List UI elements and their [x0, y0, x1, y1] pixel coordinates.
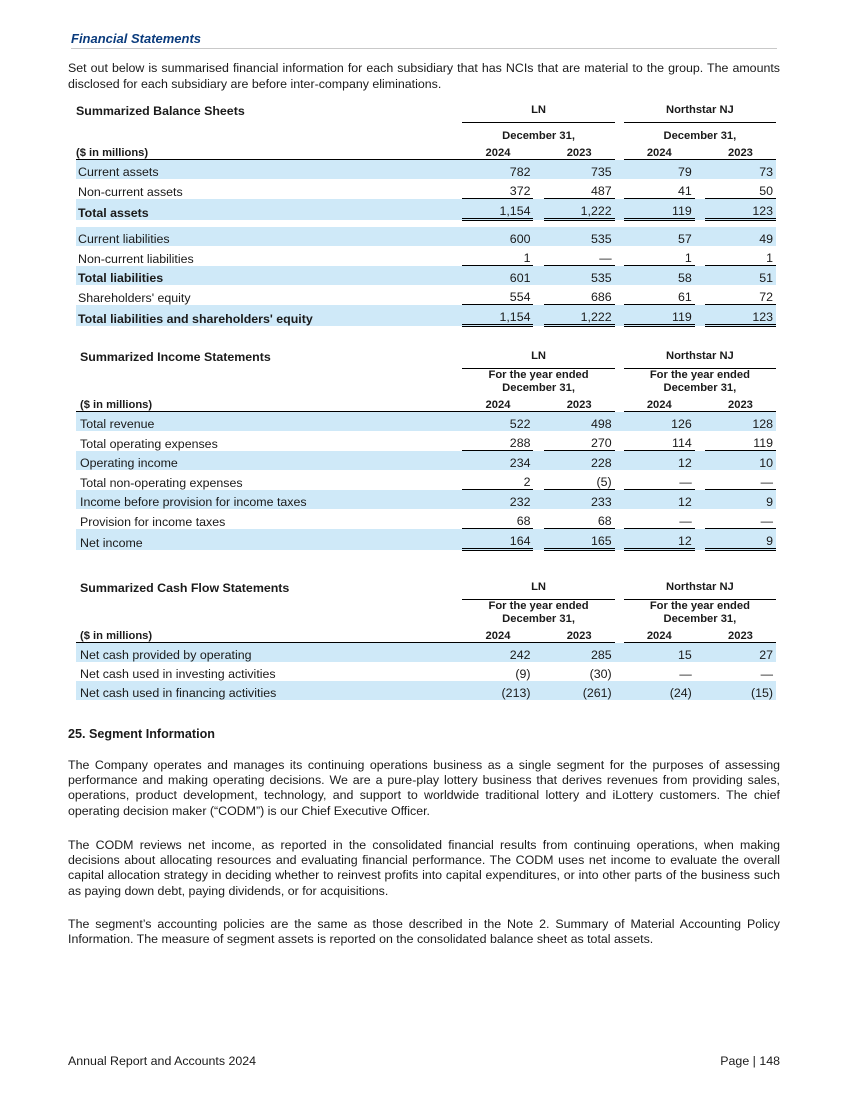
row-label: Income before provision for income taxes — [76, 490, 462, 510]
table-row — [76, 227, 776, 246]
year-header: 2024 — [624, 625, 695, 643]
table-row — [76, 266, 776, 286]
cell-value: 128 — [705, 412, 776, 432]
segment-paragraph-2: The CODM reviews net income, as reported in the consolidated financial results from continuing operations, when making decisions about allocating resources and evaluating financial performance. The CODM uses net income to evaluate the overall capital allocation strategy in deciding whether to reinvest profits into capital expenditures, or into other parts of the business such as paying down debt, paying dividends, or for acquisitions. — [68, 838, 780, 898]
cell-value: 228 — [544, 451, 615, 471]
cell-value: 535 — [544, 266, 615, 286]
cell-value: (213) — [462, 681, 533, 700]
cell-value: 2 — [462, 470, 533, 490]
cell-value: 114 — [624, 431, 695, 451]
cell-value: 49 — [705, 227, 776, 246]
intro-paragraph: Set out below is summarised financial information for each subsidiary that has NCIs that are material to the group. The amounts disclosed for each subsidiary are before inter-company eliminations. — [68, 61, 780, 91]
group-header-ln: LN — [462, 350, 614, 369]
period-header-northstar: For the year ended December 31, — [649, 369, 750, 394]
cell-value: 233 — [544, 490, 615, 510]
table-row — [76, 412, 776, 432]
cell-value: (24) — [624, 681, 695, 700]
cell-value: 58 — [624, 266, 695, 286]
year-header: 2023 — [544, 394, 615, 412]
row-label: Provision for income taxes — [80, 514, 226, 529]
unit-label: ($ in millions) — [76, 394, 462, 412]
table-title: Summarized Cash Flow Statements — [80, 581, 290, 595]
year-header: 2024 — [462, 394, 533, 412]
cell-value: 12 — [624, 490, 695, 510]
row-label: Total liabilities — [76, 266, 462, 286]
cell-value: 782 — [462, 160, 533, 180]
cell-value: — — [624, 470, 695, 490]
table-row — [76, 662, 776, 681]
cell-value: 535 — [544, 227, 615, 246]
cell-value: 57 — [624, 227, 695, 246]
cell-value: (261) — [544, 681, 615, 700]
table-title: Summarized Income Statements — [80, 350, 271, 364]
year-header: 2024 — [624, 142, 695, 160]
table-row — [76, 451, 776, 471]
cell-value: 1 — [462, 246, 533, 266]
row-label: Operating income — [76, 451, 462, 471]
segment-heading: 25. Segment Information — [68, 727, 215, 741]
cell-value: 242 — [462, 643, 533, 663]
cell-value: 600 — [462, 227, 533, 246]
group-header-northstar: Northstar NJ — [624, 104, 776, 123]
table-row — [76, 160, 776, 180]
unit-label: ($ in millions) — [76, 625, 462, 643]
cell-value: 15 — [624, 643, 695, 663]
cell-value: 232 — [462, 490, 533, 510]
group-header-ln: LN — [462, 581, 614, 600]
cell-value: 123 — [705, 199, 776, 220]
table-row — [76, 305, 776, 326]
cell-value: 119 — [624, 199, 695, 220]
cell-value: 61 — [624, 285, 695, 305]
row-label: Total non-operating expenses — [80, 475, 243, 490]
table-row — [76, 199, 776, 220]
row-label: Non-current assets — [78, 184, 183, 199]
row-label: Total revenue — [76, 412, 462, 432]
cell-value: 1,222 — [544, 305, 615, 326]
section-title: Financial Statements — [71, 31, 202, 46]
cell-value: 1 — [624, 246, 695, 266]
cell-value: 27 — [705, 643, 776, 663]
row-label: Total liabilities and shareholders' equity — [76, 305, 462, 326]
cell-value: 68 — [544, 509, 615, 529]
period-header-ln: For the year ended December 31, — [488, 369, 589, 394]
row-label: Current assets — [76, 160, 462, 180]
unit-label: ($ in millions) — [76, 142, 462, 160]
row-label: Total operating expenses — [80, 436, 218, 451]
cell-value: 119 — [705, 431, 776, 451]
row-label: Non-current liabilities — [78, 251, 194, 266]
cell-value: 72 — [705, 285, 776, 305]
cell-value: — — [705, 509, 776, 529]
period-header-ln: December 31, — [502, 129, 575, 142]
footer-page-number: Page | 148 — [720, 1054, 780, 1068]
row-label: Net income — [76, 529, 462, 550]
table-row — [76, 643, 776, 663]
table-row — [76, 470, 776, 490]
cell-value: 126 — [624, 412, 695, 432]
table-row — [76, 285, 776, 305]
cell-value: 164 — [462, 529, 533, 550]
cell-value: 9 — [705, 529, 776, 550]
page-header — [71, 31, 777, 49]
cell-value: 270 — [544, 431, 615, 451]
cell-value: 487 — [544, 179, 615, 199]
cell-value: 10 — [705, 451, 776, 471]
year-header: 2023 — [705, 142, 776, 160]
cell-value: 9 — [705, 490, 776, 510]
footer-report-name: Annual Report and Accounts 2024 — [68, 1054, 257, 1068]
cell-value: — — [544, 246, 615, 266]
cell-value: 123 — [705, 305, 776, 326]
table-title: Summarized Balance Sheets — [76, 104, 245, 118]
cell-value: (9) — [515, 667, 531, 681]
cell-value: 12 — [624, 451, 695, 471]
cell-value: 41 — [624, 179, 695, 199]
cell-value: 68 — [462, 509, 533, 529]
cell-value: 285 — [544, 643, 615, 663]
cell-value: 372 — [462, 179, 533, 199]
segment-paragraph-1: The Company operates and manages its continuing operations business as a single segment for the purposes of assessing performance and making operating decisions. We are a pure-play lottery business that derives revenues from providing sales, operations, product development, technology, and support to worldwide traditional lottery and iLottery customers. The chief operating decision maker (“CODM”) is our Chief Executive Officer. — [68, 758, 780, 818]
cell-value: 119 — [624, 305, 695, 326]
table-row — [76, 509, 776, 529]
cell-value: 1,154 — [462, 305, 533, 326]
cell-value: 12 — [624, 529, 695, 550]
group-header-northstar: Northstar NJ — [624, 350, 776, 369]
cash-flow-table — [76, 581, 776, 700]
cell-value: 165 — [544, 529, 615, 550]
year-header: 2023 — [705, 394, 776, 412]
group-header-ln: LN — [462, 104, 614, 123]
year-header: 2023 — [544, 142, 615, 160]
cell-value: 1,222 — [544, 199, 615, 220]
cell-value: 73 — [705, 160, 776, 180]
row-label: Net cash used in financing activities — [76, 681, 462, 700]
year-header: 2024 — [462, 142, 533, 160]
cell-value: 51 — [705, 266, 776, 286]
cell-value: 234 — [462, 451, 533, 471]
row-label: Net cash provided by operating — [76, 643, 462, 663]
period-header-ln: For the year ended December 31, — [488, 600, 589, 625]
row-label: Total assets — [76, 199, 462, 220]
table-row — [76, 179, 776, 199]
year-header: 2024 — [462, 625, 533, 643]
cell-value: — — [624, 509, 695, 529]
cell-value: — — [705, 470, 776, 490]
cell-value: 79 — [624, 160, 695, 180]
cell-value: 1,154 — [462, 199, 533, 220]
cell-value: (5) — [544, 470, 615, 490]
table-row — [76, 431, 776, 451]
cell-value: 50 — [705, 179, 776, 199]
table-row — [76, 529, 776, 550]
cell-value: — — [760, 667, 773, 681]
period-header-northstar: December 31, — [663, 129, 737, 142]
cell-value: 686 — [544, 285, 615, 305]
year-header: 2023 — [544, 625, 615, 643]
period-header-northstar: For the year ended December 31, — [649, 600, 750, 625]
income-statement-table — [76, 350, 776, 551]
cell-value: — — [679, 667, 692, 681]
cell-value: 1 — [705, 246, 776, 266]
cell-value: (15) — [705, 681, 776, 700]
row-label: Current liabilities — [76, 227, 462, 246]
table-row — [76, 681, 776, 700]
balance-sheet-table — [76, 104, 776, 327]
cell-value: 288 — [462, 431, 533, 451]
year-header: 2024 — [624, 394, 695, 412]
row-label: Net cash used in investing activities — [80, 667, 276, 681]
segment-paragraph-3: The segment’s accounting policies are the same as those described in the Note 2. Summary of Material Accounting Policy Information. The measure of segment assets is reported on the consolidated balance sheet as total assets. — [68, 917, 780, 947]
cell-value: 601 — [462, 266, 533, 286]
cell-value: 498 — [544, 412, 615, 432]
cell-value: 554 — [462, 285, 533, 305]
table-row — [76, 246, 776, 266]
cell-value: 735 — [544, 160, 615, 180]
year-header: 2023 — [705, 625, 776, 643]
group-header-northstar: Northstar NJ — [624, 581, 776, 600]
cell-value: 522 — [462, 412, 533, 432]
cell-value: (30) — [589, 667, 612, 681]
table-row — [76, 490, 776, 510]
row-label: Shareholders' equity — [78, 290, 191, 305]
